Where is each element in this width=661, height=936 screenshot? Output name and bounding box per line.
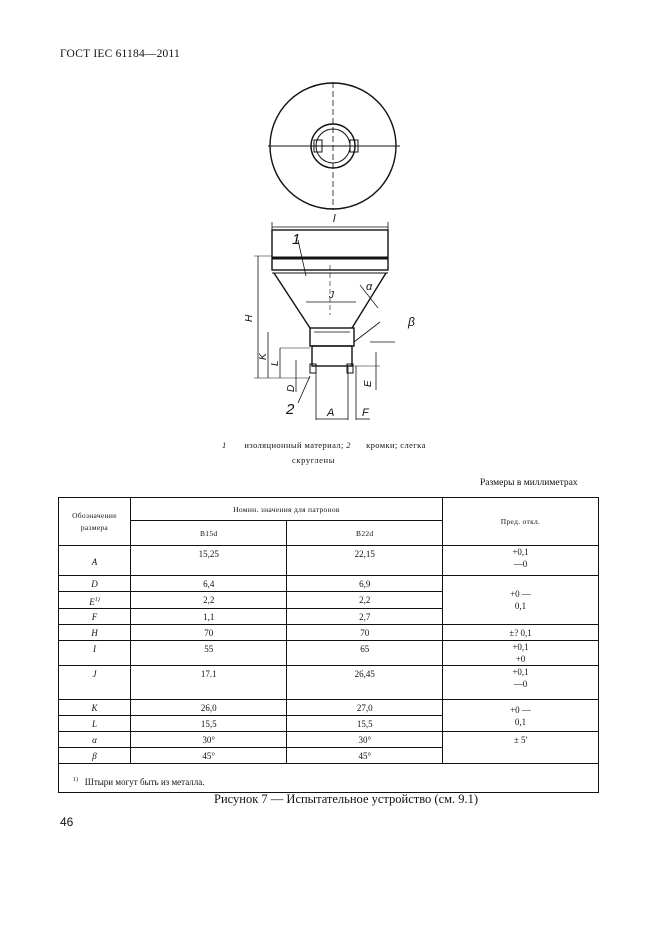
table-row: α 30° 30° ± 5'	[59, 732, 599, 748]
col-designation-header: Обозначение размера	[59, 498, 131, 546]
footnote-text: Штыри могут быть из металла.	[84, 777, 205, 787]
col-tolerance-header: Пред. откл.	[443, 498, 599, 546]
col-b22d-header: B22d	[287, 521, 443, 546]
col-b15d-header: B15d	[130, 521, 287, 546]
angle-label-beta: β	[408, 315, 415, 329]
table-row: $E^{1)}$ 2,2 2,2	[59, 592, 599, 609]
col-nominal-header: Номин. значения для патронов	[130, 498, 442, 521]
document-header: ГОСТ IEC 61184—2011	[60, 48, 180, 60]
legend-item-2-text: кромки; слегка	[366, 440, 426, 450]
dimensions-table	[58, 497, 599, 793]
table-row: β 45° 45°	[59, 748, 599, 764]
dim-label-k: K	[258, 353, 269, 360]
figure-legend	[222, 440, 452, 450]
test-device-drawing	[230, 70, 430, 430]
table-row: J 17.1 26,45 +0,1 —0	[59, 666, 599, 700]
figure-caption: Рисунок 7 — Испытательное устройство (см. 9.1)	[214, 792, 479, 806]
table-row: H 70 70 ±? 0,1	[59, 625, 599, 641]
table-row: D 6,4 6,9 +0 —0,1	[59, 576, 599, 592]
angle-label-alpha: α	[366, 281, 373, 293]
legend-item-2-number: 2	[346, 440, 351, 450]
legend-item-1-number: 1	[222, 440, 227, 450]
legend-item-1-text: изоляционный материал;	[244, 440, 344, 450]
footnote-mark: 1)	[73, 777, 78, 783]
table-row: K 26,0 27,0 +0 —0,1	[59, 700, 599, 716]
table-row: A 15,25 22,15 +0,1 —0	[59, 546, 599, 576]
insulating-top	[272, 230, 388, 270]
dim-label-d: D	[286, 384, 297, 392]
dim-label-l: l	[333, 213, 336, 225]
table-row: L 15,5 15,5	[59, 716, 599, 732]
table-row: F 1,1 2,7	[59, 609, 599, 625]
dim-label-j: J	[329, 290, 334, 301]
units-note: Размеры в миллиметрах	[480, 478, 578, 488]
dim-label-e: E	[363, 380, 374, 387]
table-footnote-row	[59, 764, 599, 793]
table-row: I 55 65 +0,1 +0	[59, 641, 599, 666]
callout-1: 1	[292, 231, 301, 248]
page-number: 46	[60, 815, 74, 829]
dim-label-a: A	[327, 407, 335, 419]
legend-line-2: скруглены	[292, 455, 336, 465]
dim-label-l-small: L	[270, 360, 281, 366]
dim-label-h: H	[244, 314, 255, 322]
dim-label-f: F	[362, 407, 369, 419]
callout-2: 2	[286, 401, 295, 418]
